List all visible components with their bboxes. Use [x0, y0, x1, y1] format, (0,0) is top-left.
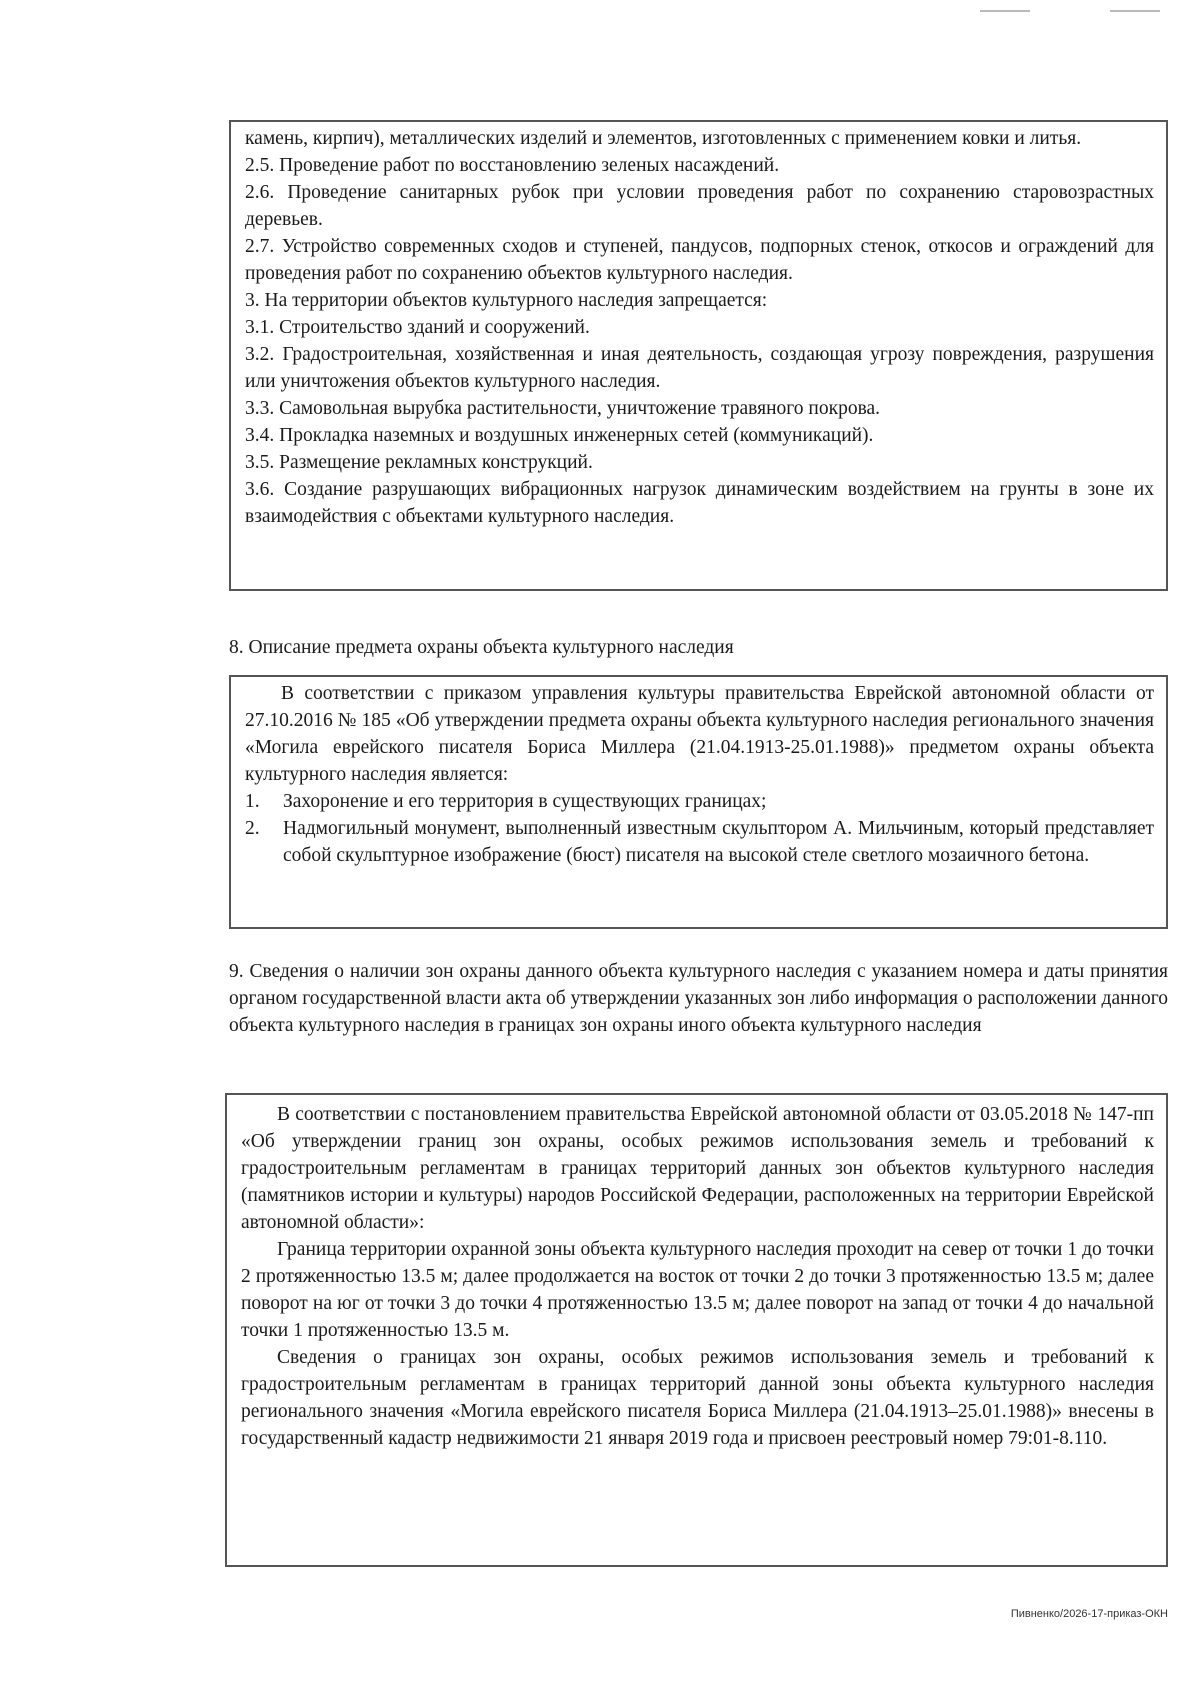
- list-item: [245, 815, 1154, 869]
- list-item: [245, 788, 1154, 815]
- scan-mark: [1110, 10, 1160, 12]
- paragraph: 2.6. Проведение санитарных рубок при условии проведения работ по сохранению старовозрастных деревьев.: [245, 182, 1154, 230]
- paragraph: 2.7. Устройство современных сходов и ступеней, пандусов, подпорных стенок, откосов и ограждений для проведения работ по сохранению объектов культурного наследия.: [245, 236, 1154, 284]
- protection-subject-list: [245, 788, 1154, 869]
- list-item-number: 2.: [245, 818, 260, 839]
- paragraph: 3.1. Строительство зданий и сооружений.: [245, 317, 590, 338]
- paragraph: камень, кирпич), металлических изделий и элементов, изготовленных с применением ковки и литья.: [245, 128, 1082, 149]
- list-item-text: Захоронение и его территория в существующих границах;: [283, 791, 767, 812]
- paragraph: 3. На территории объектов культурного наследия запрещается:: [245, 290, 768, 311]
- protection-subject-box: [229, 675, 1168, 929]
- section-8-heading: 8. Описание предмета охраны объекта культурного наследия: [229, 637, 734, 658]
- paragraph: 3.6. Создание разрушающих вибрационных нагрузок динамическим воздействием на грунты в зоне их взаимодействия с объектами культурного наследия.: [245, 479, 1154, 527]
- paragraph: 3.3. Самовольная вырубка растительности, уничтожение травяного покрова.: [245, 398, 881, 419]
- protection-zones-text: [241, 1101, 1154, 1452]
- scan-mark: [980, 10, 1030, 12]
- paragraph: 3.2. Градостроительная, хозяйственная и иная деятельность, создающая угрозу повреждения, разрушения или уничтожения объектов культурного наследия.: [245, 344, 1154, 392]
- regime-requirements-text: [245, 125, 1154, 530]
- paragraph: В соответствии с приказом управления культуры правительства Еврейской автономной области от 27.10.2016 № 185 «Об утверждении предмета охраны объекта культурного наследия регионального значения «Могила еврейского писателя Бориса Миллера (21.04.1913-25.01.1988)» предметом охраны объекта культурного наследия является:: [245, 683, 1154, 785]
- protection-subject-text: [245, 680, 1154, 869]
- paragraph: Граница территории охранной зоны объекта культурного наследия проходит на север от точки 1 до точки 2 протяженностью 13.5 м; далее продолжается на восток от точки 2 до точки 3 протяженностью 13.5 м; далее поворот на юг от точки 3 до точки 4 протяженностью 13.5 м; далее поворот на запад от точки 4 до начальной точки 1 протяженностью 13.5 м.: [241, 1239, 1154, 1341]
- list-item-text: Надмогильный монумент, выполненный известным скульптором А. Мильчиным, который представляет собой скульптурное изображение (бюст) писателя на высокой стеле светлого мозаичного бетона.: [283, 818, 1154, 866]
- paragraph: Сведения о границах зон охраны, особых режимов использования земель и требований к градостроительным регламентам в границах территорий данной зоны объекта культурного наследия регионального значения «Могила еврейского писателя Бориса Миллера (21.04.1913–25.01.1988)» внесены в государственный кадастр недвижимости 21 января 2019 года и присвоен реестровый номер 79:01-8.110.: [241, 1347, 1154, 1449]
- paragraph: 3.5. Размещение рекламных конструкций.: [245, 452, 593, 473]
- section-9-heading: 9. Сведения о наличии зон охраны данного объекта культурного наследия с указанием номера и даты принятия органом государственной власти акта об утверждении указанных зон либо информация о расположении данного объекта культурного наследия в границах зон охраны иного объекта культурного наследия: [229, 961, 1168, 1036]
- paragraph: 2.5. Проведение работ по восстановлению зеленых насаждений.: [245, 155, 780, 176]
- protection-zones-box: [225, 1093, 1168, 1567]
- document-code-footer: Пивненко/2026-17-приказ-ОКН: [1010, 1608, 1168, 1620]
- regime-requirements-box: [229, 120, 1168, 591]
- paragraph: В соответствии с постановлением правительства Еврейской автономной области от 03.05.2018 № 147-пп «Об утверждении границ зон охраны, особых режимов использования земель и требований к градостроительным регламентам в границах территорий данных зон объектов культурного наследия (памятников истории и культуры) народов Российской Федерации, расположенных на территории Еврейской автономной области»:: [241, 1104, 1154, 1233]
- paragraph: 3.4. Прокладка наземных и воздушных инженерных сетей (коммуникаций).: [245, 425, 874, 446]
- list-item-number: 1.: [245, 791, 260, 812]
